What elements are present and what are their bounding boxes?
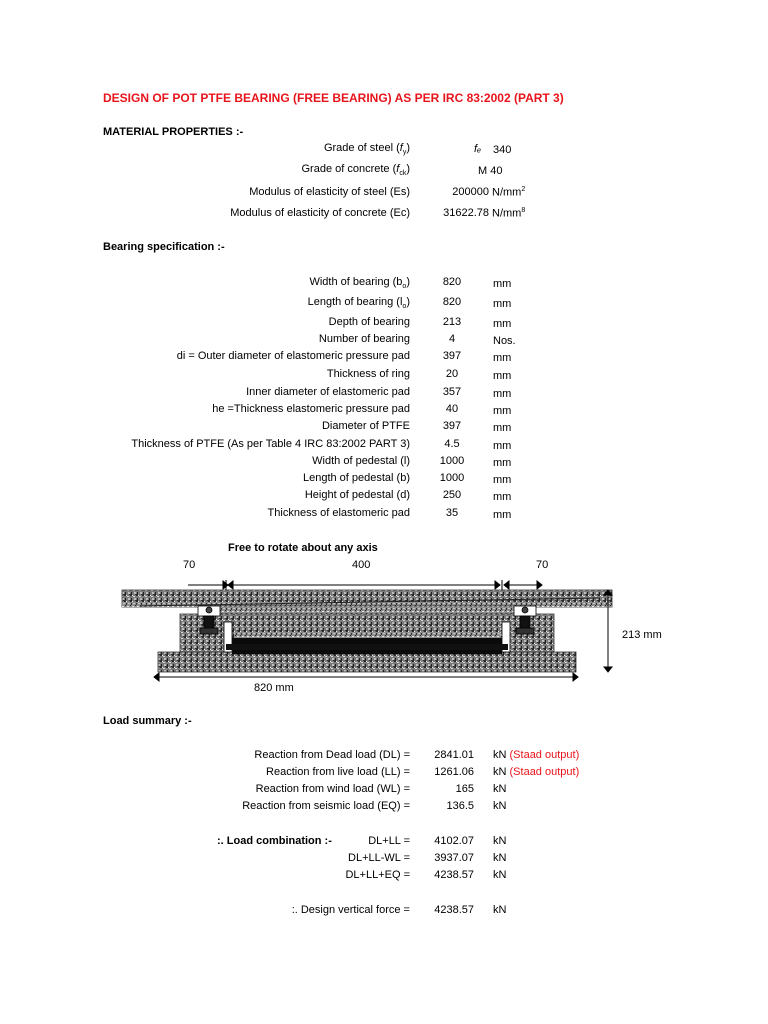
diagram-caption: Free to rotate about any axis xyxy=(228,542,378,554)
material-heading: MATERIAL PROPERTIES :- xyxy=(103,126,244,138)
load-value: 2841.01 xyxy=(434,749,474,761)
bearing-unit: mm xyxy=(493,422,512,434)
bearing-unit: mm xyxy=(493,405,512,417)
bearing-unit: mm xyxy=(493,298,512,310)
load-unit: kN (Staad output) xyxy=(493,766,580,778)
material-label: Grade of steel $(f_y)$ xyxy=(323,142,410,157)
load-label: Reaction from Dead load (DL) = xyxy=(254,749,410,761)
bearing-label: Length of bearing $(l_o)$ xyxy=(307,296,410,311)
bearing-value: 1000 xyxy=(439,455,465,467)
load-label: Reaction from live load (LL) = xyxy=(266,766,410,778)
bearing-label: Thickness of elastomeric pad xyxy=(267,507,410,519)
design-force-unit: kN xyxy=(493,904,507,916)
combo-value: 3937.07 xyxy=(434,852,474,864)
material-label: Modulus of elasticity of steel (Es) xyxy=(249,186,410,198)
dim-left-label: 70 xyxy=(183,559,196,571)
dim-mid-label: 400 xyxy=(352,559,371,571)
material-value: 340 xyxy=(493,144,512,156)
load-note: (Staad output) xyxy=(509,749,580,761)
bearing-value: 397 xyxy=(442,350,462,362)
combo-unit: kN xyxy=(493,869,507,881)
load-combo-heading: :. Load combination :- xyxy=(217,835,332,847)
load-label: Reaction from wind load (WL) = xyxy=(255,783,410,795)
bearing-value: 357 xyxy=(442,386,462,398)
load-unit: kN (Staad output) xyxy=(493,749,580,761)
bearing-value: 397 xyxy=(442,420,462,432)
bearing-unit: mm xyxy=(493,491,512,503)
dim-height-label: 213 mm xyxy=(622,629,662,641)
bearing-label: Height of pedestal (d) xyxy=(304,489,410,501)
bearing-value: 4 xyxy=(448,333,456,345)
bearing-value: 213 xyxy=(442,316,462,328)
combo-label: DL+LL-WL = xyxy=(348,852,410,864)
load-unit: kN xyxy=(493,800,507,812)
width-dimension xyxy=(154,673,578,681)
bearing-value: 40 xyxy=(445,403,459,415)
bearing-value: 1000 xyxy=(439,472,465,484)
combo-value: 4102.07 xyxy=(434,835,474,847)
bearing-unit: mm xyxy=(493,457,512,469)
bearing-label: di = Outer diameter of elastomeric pressure pad xyxy=(176,350,410,362)
bearing-label: Width of bearing $(b_o)$ xyxy=(309,276,410,291)
page-title: DESIGN OF POT PTFE BEARING (FREE BEARING) AS PER IRC 83:2002 (PART 3) xyxy=(103,91,564,105)
load-value: 1261.06 xyxy=(434,766,474,778)
combo-unit: kN xyxy=(493,835,507,847)
bearing-unit: mm xyxy=(493,318,512,330)
load-label: Reaction from seismic load (EQ) = xyxy=(242,800,410,812)
dim-width-label: 820 mm xyxy=(254,682,294,694)
design-force-value: 4238.57 xyxy=(434,904,474,916)
bearing-label: Depth of bearing xyxy=(328,316,410,328)
bearing-label: Length of pedestal (b) xyxy=(302,472,410,484)
bearing-value: 35 xyxy=(445,507,459,519)
bearing-unit: mm xyxy=(493,440,512,452)
load-heading: Load summary :- xyxy=(103,715,192,727)
load-value: 136.5 xyxy=(446,800,474,812)
bearing-value: 250 xyxy=(442,489,462,501)
bearing-unit: mm xyxy=(493,509,512,521)
combo-value: 4238.57 xyxy=(434,869,474,881)
bearing-unit: mm xyxy=(493,474,512,486)
bearing-label: Width of pedestal (l) xyxy=(312,455,410,467)
design-force-label: :. Design vertical force = xyxy=(291,904,410,916)
bearing-label: Diameter of PTFE xyxy=(321,420,410,432)
bearing-unit: mm xyxy=(493,370,512,382)
material-label: Grade of concrete $(f_{ck})$ xyxy=(301,163,410,178)
material-value: 31622.78 xyxy=(443,207,489,219)
combo-label: DL+LL+EQ = xyxy=(345,869,410,881)
bearing-value: 820 xyxy=(442,276,462,288)
combo-label: DL+LL = xyxy=(368,835,410,847)
material-value: 200000 xyxy=(452,186,489,198)
material-label: Modulus of elasticity of concrete (Ec) xyxy=(230,207,410,219)
top-dimension-lines xyxy=(188,580,542,590)
base-plate xyxy=(158,652,576,672)
material-unit: $N/mm^2$ xyxy=(492,186,526,199)
load-unit: kN xyxy=(493,783,507,795)
bearing-section-diagram xyxy=(100,540,620,685)
combo-unit: kN xyxy=(493,852,507,864)
dim-right-label: 70 xyxy=(536,559,549,571)
bearing-heading: Bearing specification :- xyxy=(103,241,225,253)
material-prefix: fₑ xyxy=(474,143,482,155)
bearing-label: Thickness of PTFE (As per Table 4 IRC 83:2002 PART 3) xyxy=(131,438,410,450)
material-unit: $N/mm^8$ xyxy=(492,207,526,220)
bearing-unit: mm xyxy=(493,388,512,400)
bearing-unit: mm xyxy=(493,352,512,364)
bearing-unit: mm xyxy=(493,278,512,290)
load-value: 165 xyxy=(455,783,474,795)
bearing-label: Inner diameter of elastomeric pad xyxy=(246,386,410,398)
bearing-unit: Nos. xyxy=(493,335,516,347)
load-note: (Staad output) xyxy=(509,766,580,778)
material-value: M 40 xyxy=(478,165,503,177)
bearing-value: 4.5 xyxy=(444,438,460,450)
bearing-value: 20 xyxy=(445,368,459,380)
bearing-value: 820 xyxy=(442,296,462,308)
bearing-label: he =Thickness elastomeric pressure pad xyxy=(212,403,410,415)
bearing-label: Number of bearing xyxy=(318,333,410,345)
bearing-label: Thickness of ring xyxy=(326,368,410,380)
